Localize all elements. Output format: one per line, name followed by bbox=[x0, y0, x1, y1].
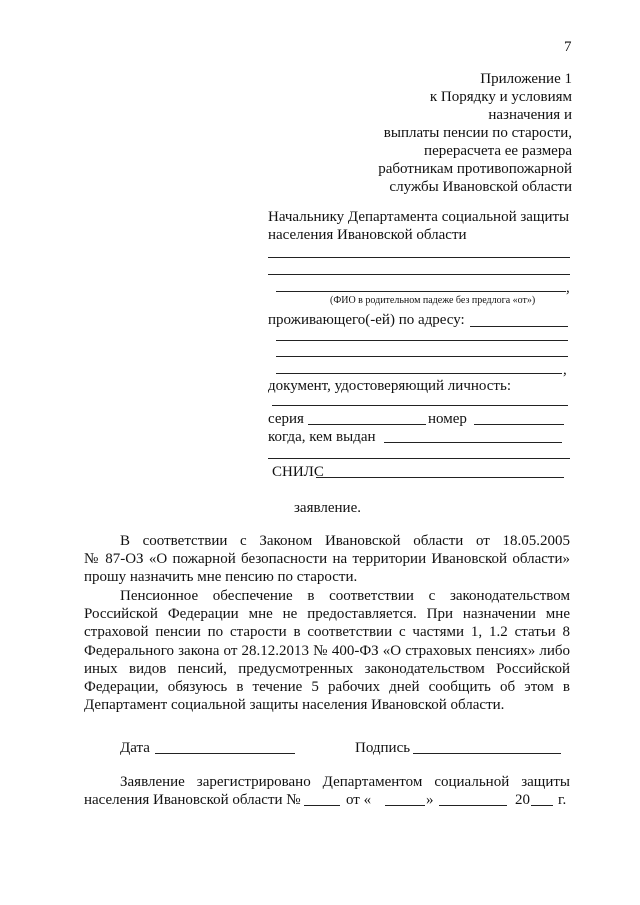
appendix-line: назначения и bbox=[488, 107, 572, 123]
page-number: 7 bbox=[564, 39, 572, 55]
issued-line bbox=[384, 442, 562, 443]
fio-line-2 bbox=[268, 274, 570, 275]
paragraph-line: иных видов пенсий, предусмотренных законодательством Российской bbox=[84, 660, 570, 677]
appendix-line: к Порядку и условиям bbox=[429, 89, 572, 105]
paragraph-line: В соответствии с Законом Ивановской области от 18.05.2005 bbox=[120, 533, 570, 549]
reg-year-suffix: г. bbox=[558, 792, 567, 808]
paragraph-line: № 87-ОЗ «О пожарной безопасности на территории Ивановской области» bbox=[84, 551, 570, 568]
residence-line-0 bbox=[470, 326, 568, 327]
paragraph-line: страховой пенсии по старости в соответствии с частями 1, 1.2 статьи 8 bbox=[84, 624, 570, 641]
residence-label-text: проживающего(-ей) по адресу: bbox=[268, 312, 465, 328]
sign-label: Подпись bbox=[355, 740, 411, 756]
document-title: заявление. bbox=[294, 500, 361, 516]
paragraph-line: Российской Федерации мне не предоставляется. При назначении мне bbox=[84, 606, 570, 623]
residence-line-2 bbox=[276, 356, 568, 357]
date-label: Дата bbox=[120, 740, 150, 756]
residence-label bbox=[268, 311, 465, 329]
paragraph-line: Федерального закона от 28.12.2013 № 400-ФЗ «О страховых пенсиях» либо bbox=[84, 642, 570, 659]
residence-comma: , bbox=[563, 362, 567, 378]
registration bbox=[84, 773, 570, 791]
paragraph-1 bbox=[84, 532, 570, 587]
reg-year-label: 20 bbox=[515, 792, 530, 808]
appendix-line: Приложение 1 bbox=[480, 71, 572, 87]
date-line bbox=[155, 753, 295, 754]
fio-comma: , bbox=[566, 280, 570, 296]
reg-year-line bbox=[531, 805, 553, 806]
number-line bbox=[474, 424, 564, 425]
registration-line-1: Заявление зарегистрировано Департаментом социальной защиты bbox=[120, 774, 570, 790]
series-label: серия bbox=[268, 411, 304, 427]
issued-label: когда, кем выдан bbox=[268, 429, 376, 445]
appendix-line: службы Ивановской области bbox=[389, 179, 572, 195]
fio-note: (ФИО в родительном падеже без предлога «от») bbox=[330, 295, 536, 306]
paragraph-line: Федерации, обязуюсь в течение 5 рабочих дней сообщить об этом в bbox=[84, 678, 570, 695]
reg-day-line bbox=[385, 805, 425, 806]
number-label: номер bbox=[428, 411, 467, 427]
residence-line-3 bbox=[276, 373, 562, 374]
appendix-line: работникам противопожарной bbox=[378, 161, 572, 177]
id-line bbox=[272, 405, 568, 406]
residence-line-1 bbox=[276, 340, 568, 341]
registration-line-2: населения Ивановской области № bbox=[84, 792, 301, 808]
appendix-line: выплаты пенсии по старости, bbox=[383, 125, 572, 141]
issued-line-2 bbox=[268, 458, 570, 459]
paragraph-line: прошу назначить мне пенсию по старости. bbox=[84, 569, 358, 586]
addressee-line-2: населения Ивановской области bbox=[268, 227, 467, 243]
appendix-block bbox=[378, 70, 572, 196]
reg-from-label: от « bbox=[346, 792, 372, 808]
id-label: документ, удостоверяющий личность: bbox=[268, 378, 511, 394]
paragraph-line: Пенсионное обеспечение в соответствии с законодательством bbox=[120, 588, 570, 604]
series-line bbox=[308, 424, 426, 425]
reg-number-line bbox=[304, 805, 340, 806]
addressee-line-1: Начальнику Департамента социальной защиты bbox=[268, 209, 570, 225]
paragraph-2 bbox=[84, 587, 570, 714]
paragraph-line: Департамент социальной защиты населения Ивановской области. bbox=[84, 697, 505, 714]
sign-line bbox=[413, 753, 561, 754]
reg-day-close: » bbox=[426, 792, 434, 808]
appendix-line: перерасчета ее размера bbox=[424, 143, 572, 159]
snils-label: СНИЛС bbox=[272, 464, 324, 480]
reg-month-line bbox=[439, 805, 507, 806]
fio-line-1 bbox=[268, 257, 570, 258]
snils-line bbox=[316, 477, 564, 478]
fio-line-3 bbox=[276, 291, 566, 292]
